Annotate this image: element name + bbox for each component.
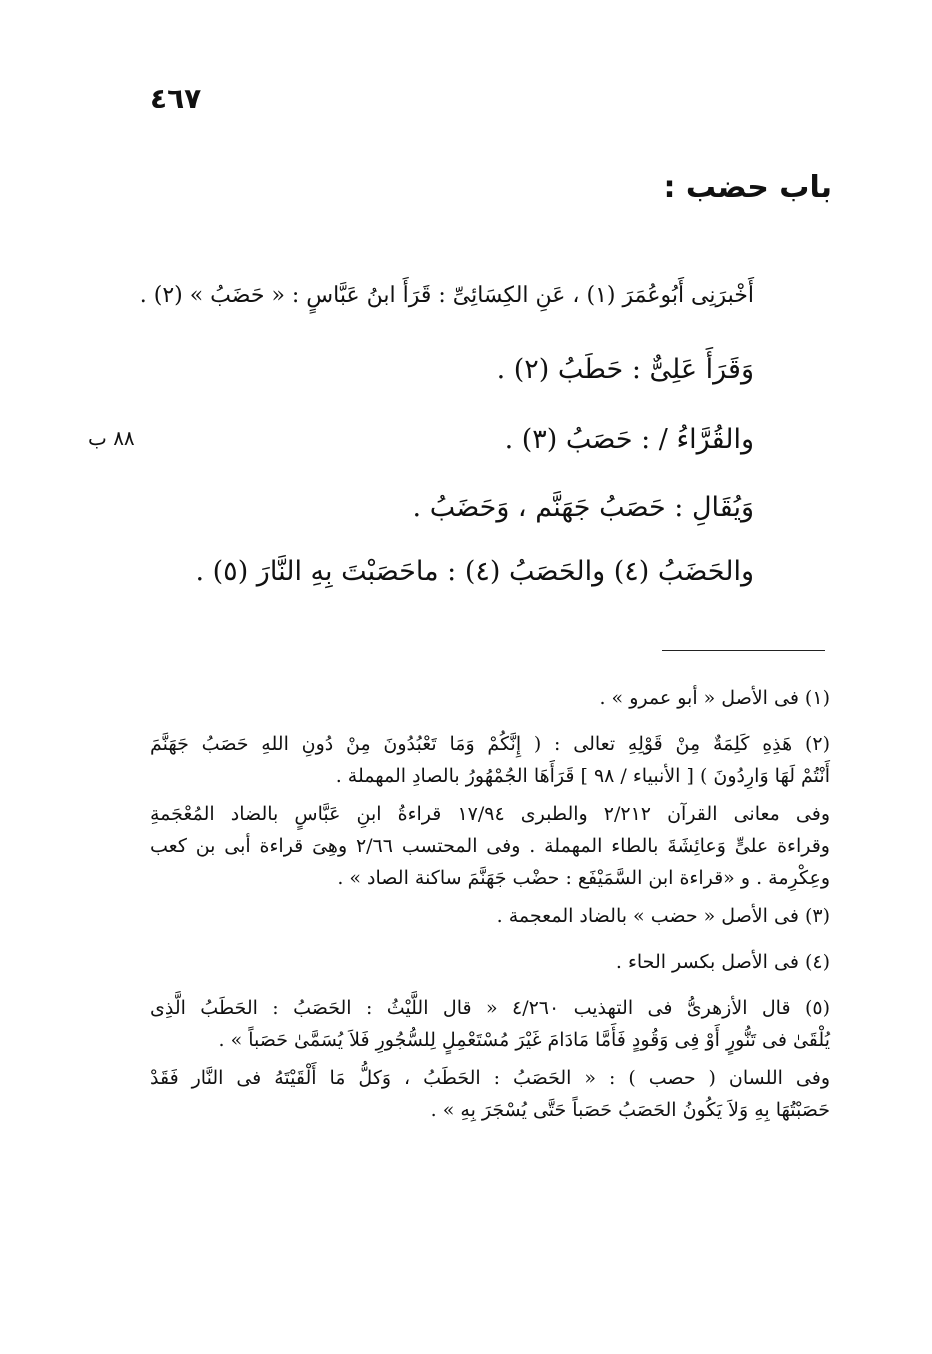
footnote-line: (٤) فى الأصل بكسر الحاء . [615, 951, 830, 973]
chapter-title: باب حضب : [663, 170, 832, 205]
footnote-line: (٢) هَذِهِ كَلِمَةٌ مِنْ قَوْلِهِ تعالى : ( إِنَّكُمْ وَمَا تَعْبُدُونَ مِنْ دُونِ اللهِ حَصَبُ جَهَنَّمَ [150, 733, 830, 755]
main-text-line-5: والحَضَبُ (٤) والحَصَبُ (٤) : ماحَصَبْتَ بِهِ النَّارَ (٥) . [195, 556, 754, 587]
footnote-separator [662, 650, 825, 651]
footnote-2 [150, 728, 830, 792]
footnote-line: وقراءة علىٍّ وَعائِشَةَ بالطاء المهملة . وفى المحتسب ٢/٦٦ وهِىَ قراءة أبى بن كعب [150, 835, 830, 857]
main-text-line-1: أَخْبرَنِى أَبُوعُمَرَ (١) ، عَنِ الكِسَائِىِّ : قَرَأَ ابنُ عَبَّاسٍ : « حَضَبُ » (٢) . [139, 283, 754, 308]
footnote-5-continued [150, 1062, 830, 1126]
footnote-line: (٥) قال الأزهرىُّ فى التهذيب ٤/٢٦٠ « قال اللَّيْثُ : الحَصَبُ : الحَطَبُ الَّذِى [150, 997, 830, 1019]
main-text-line-3: والقُرَّاءُ / : حَصَبُ (٣) . [504, 424, 754, 455]
manuscript-folio-note: ٨٨ ب [88, 426, 135, 450]
footnotes-section [150, 682, 830, 1132]
footnote-3 [150, 900, 830, 932]
footnote-line: أَنْتُمْ لَهَا وَارِدُونَ ) [ الأنبياء / ٩٨ ] قَرَأَهَا الجُمْهُورُ بالصادِ المهملة . [335, 765, 830, 787]
footnote-line: (١) فى الأصل « أبو عمرو » . [599, 687, 830, 709]
footnote-line: (٣) فى الأصل « حضب » بالضاد المعجمة . [496, 905, 830, 927]
footnote-2-continued [150, 798, 830, 894]
footnote-line: حَصَبْتُهَا بِهِ وَلاَ يَكُونُ الحَصَبُ حَصَباً حَتَّى يُسْجَرَ بِهِ » . [430, 1099, 830, 1121]
main-text-line-2: وَقَرَأَ عَلِىٌّ : حَطَبُ (٢) . [496, 354, 754, 385]
footnote-5 [150, 992, 830, 1056]
footnote-line: وفى اللسان ( حصب ) : « الحَصَبُ : الحَطَبُ ، وَكلُّ مَا أَلْقَيْتَهُ فى النَّار فَقَدْ [150, 1067, 830, 1089]
footnote-line: وعِكْرِمة . و «قراءة ابن السَّمَيْفَع : حضْب جَهَنَّمَ ساكنة الصاد » . [337, 867, 830, 889]
page-number: ٤٦٧ [150, 82, 202, 115]
footnote-line: يُلْقَىٰ فى تَنُّورٍ أَوْ فِى وَقُودٍ فَأَمَّا مَادَامَ غَيْرَ مُسْتَعْمِلٍ لِلسُّجُورِ فَلاَ يُسَمَّىٰ حَصَباً » . [218, 1029, 830, 1051]
footnote-1 [150, 682, 830, 714]
main-text-line-4: وَيُقَالِ : حَصَبُ جَهَنَّم ، وَحَضَبُ . [412, 492, 754, 523]
footnote-line: وفى معانى القرآن ٢/٢١٢ والطبرى ١٧/٩٤ قراءةُ ابنِ عَبَّاسٍ بالضاد المُعْجَمةِ [150, 803, 830, 825]
footnote-4 [150, 946, 830, 978]
